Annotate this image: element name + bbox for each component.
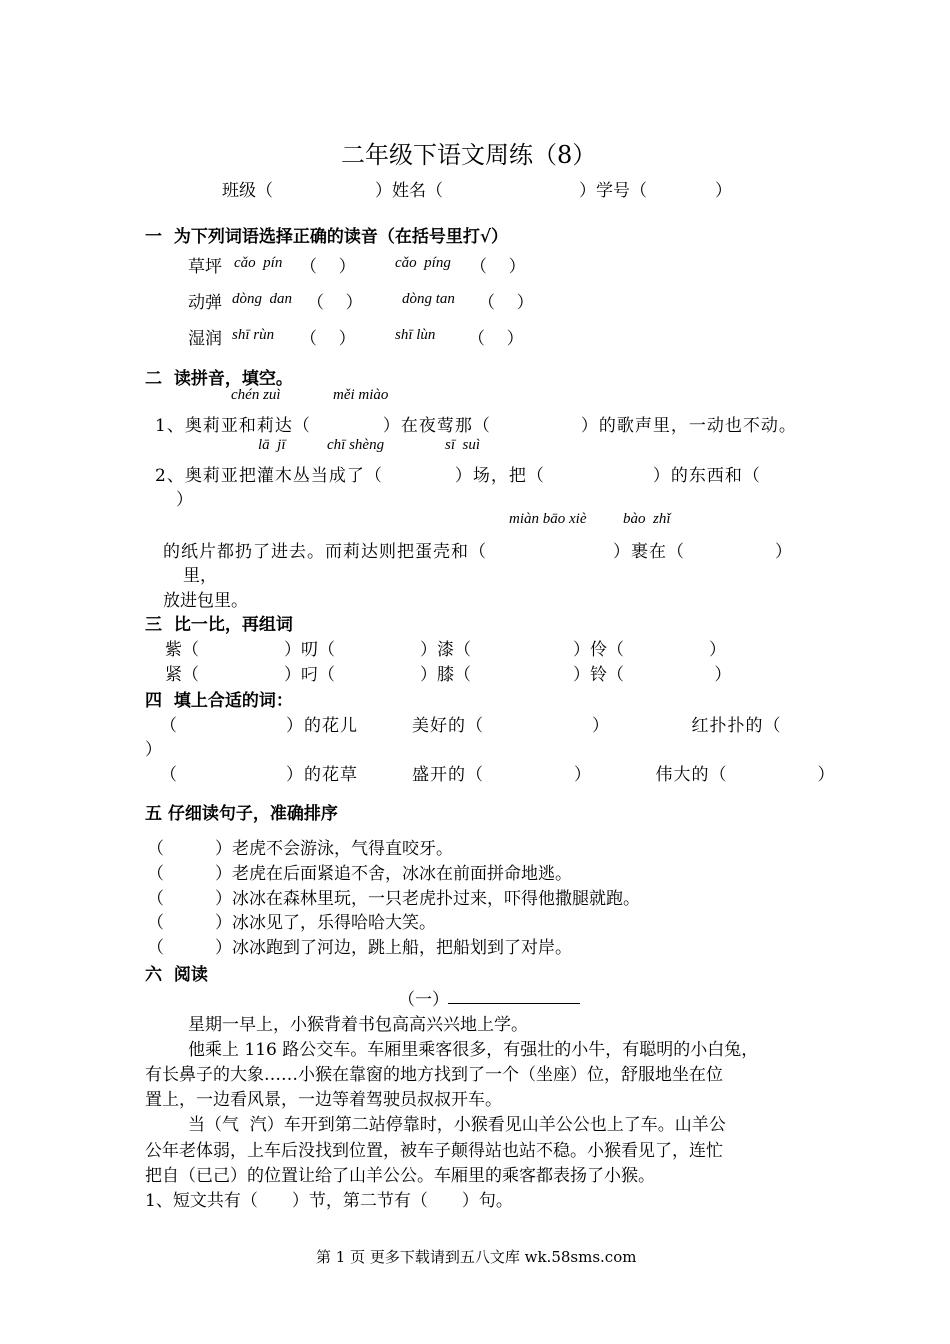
pinyin-hint: chén zuì <box>231 387 281 403</box>
page-title: 二年级下语文周练（8） <box>341 141 597 169</box>
s1-option-pinyin: dòng tan <box>402 291 455 307</box>
passage-paragraph-3-line-3: 把自（已己）的位置让给了山羊公公。车厢里的乘客都表扬了小猴。 <box>145 1166 655 1186</box>
student-info-line: 班级（ ）姓名（ ）学号（ ） <box>222 181 732 201</box>
question-1: 1、短文共有（ ）节，第二节有（ ）句。 <box>145 1191 513 1211</box>
pinyin-hint: měi miào <box>333 387 389 403</box>
passage-title-blank[interactable] <box>448 985 580 1004</box>
s2-sentence-2: 2、奥莉亚把灌木丛当成了（ ）场，把（ ）的东西和（ <box>155 466 761 486</box>
s1-answer-bracket[interactable]: （ ） <box>307 293 363 313</box>
passage-paragraph-2-line-3: 置上，一边看风景，一边等着驾驶员叔叔开车。 <box>145 1090 502 1110</box>
section-2-heading: 二 读拼音，填空。 <box>145 369 293 389</box>
passage-paragraph-2-line-2: 有长鼻子的大象……小猴在靠窗的地方找到了一个（坐座）位，舒服地坐在位 <box>145 1065 723 1085</box>
s1-answer-bracket[interactable]: （ ） <box>300 329 356 349</box>
s1-answer-bracket[interactable]: （ ） <box>468 329 524 349</box>
pinyin-hint: lā jī <box>258 437 286 453</box>
s2-sentence-2-cont: ） <box>176 490 193 510</box>
s2-sentence-3-cont: 里， <box>183 566 217 586</box>
ordering-item: （ ）冰冰见了，乐得哈哈大笑。 <box>147 913 436 933</box>
s2-sentence-1: 1、奥莉亚和莉达（ ）在夜莺那（ ）的歌声里，一动也不动。 <box>155 416 797 436</box>
section-5-heading: 五 仔细读句子，准确排序 <box>145 804 338 824</box>
s1-word: 湿润 <box>188 329 222 349</box>
s1-answer-bracket[interactable]: （ ） <box>300 257 356 277</box>
s2-sentence-3: 的纸片都扔了进去。而莉达则把蛋壳和（ ）裹在（ ） <box>163 542 793 562</box>
passage-number: （一） <box>398 990 449 1010</box>
pinyin-hint: sī suì <box>445 437 481 453</box>
ordering-item: （ ）冰冰跑到了河边，跳上船，把船划到了对岸。 <box>147 938 572 958</box>
ordering-item: （ ）老虎在后面紧追不舍，冰冰在前面拼命地逃。 <box>147 864 572 884</box>
pinyin-hint: chī shèng <box>327 437 385 453</box>
s3-line-1: 紫（ ）叨（ ）漆（ ）伶（ ） <box>165 640 726 660</box>
s1-option-pinyin: cǎo píng <box>395 255 451 271</box>
s1-answer-bracket[interactable]: （ ） <box>470 257 526 277</box>
ordering-item: （ ）老虎不会游泳，气得直咬牙。 <box>147 839 453 859</box>
section-6-heading: 六 阅读 <box>145 965 208 985</box>
section-1-heading: 一 为下列词语选择正确的读音（在括号里打√） <box>145 227 509 247</box>
passage-paragraph-3-line-1: 当（气 汽）车开到第二站停靠时，小猴看见山羊公公也上了车。山羊公 <box>188 1115 726 1135</box>
passage-paragraph-3-line-2: 公年老体弱，上车后没找到位置，被车子颠得站也站不稳。小猴看见了，连忙 <box>145 1141 723 1161</box>
s4-line-1: （ ）的花儿 美好的（ ） 红扑扑的（ <box>160 716 782 736</box>
passage-paragraph-1: 星期一早上，小猴背着书包高高兴兴地上学。 <box>188 1015 528 1035</box>
s4-line-1-cont: ） <box>145 740 162 760</box>
s1-word: 动弹 <box>188 293 222 313</box>
s3-line-2: 紧（ ）叼（ ）膝（ ）铃（ ） <box>165 665 732 685</box>
ordering-item: （ ）冰冰在森林里玩，一只老虎扑过来，吓得他撒腿就跑。 <box>147 889 640 909</box>
pinyin-hint: bào zhǐ <box>623 511 671 527</box>
s1-word: 草坪 <box>188 257 222 277</box>
s1-option-pinyin: dòng dan <box>232 291 292 307</box>
page-footer: 第 1 页 更多下载请到五八文库 wk.58sms.com <box>316 1248 637 1266</box>
s4-line-2: （ ）的花草 盛开的（ ） 伟大的（ ） <box>160 765 836 785</box>
passage-paragraph-2-line-1: 他乘上 116 路公交车。车厢里乘客很多，有强壮的小牛，有聪明的小白兔， <box>188 1040 759 1060</box>
s1-option-pinyin: shī rùn <box>232 327 275 343</box>
pinyin-hint: miàn bāo xiè <box>509 511 587 527</box>
s2-sentence-3-end: 放进包里。 <box>163 591 248 611</box>
s1-answer-bracket[interactable]: （ ） <box>478 293 534 313</box>
s1-option-pinyin: shī lùn <box>395 327 436 343</box>
section-4-heading: 四 填上合适的词： <box>145 691 293 711</box>
s1-option-pinyin: cǎo pín <box>234 255 283 271</box>
section-3-heading: 三 比一比，再组词 <box>145 615 293 635</box>
